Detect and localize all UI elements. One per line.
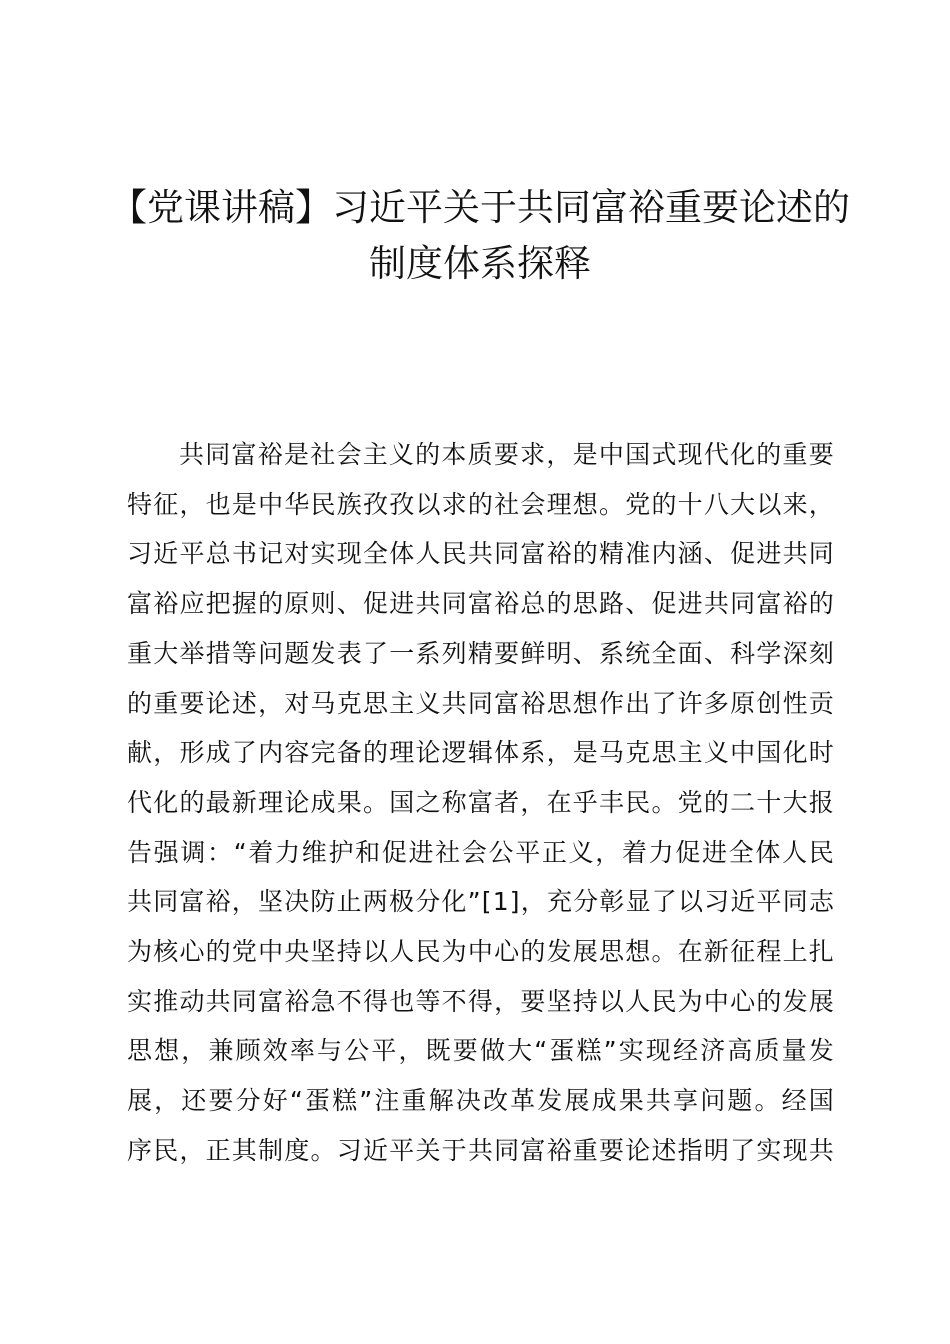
body-line: 富裕应把握的原则、促进共同富裕总的思路、促进共同富裕的 bbox=[127, 589, 835, 619]
body-line: 为核心的党中央坚持以人民为中心的发展思想。在新征程上扎 bbox=[127, 937, 835, 967]
body-line: 献，形成了内容完备的理论逻辑体系，是马克思主义中国化时 bbox=[127, 738, 835, 768]
body-line: 代化的最新理论成果。国之称富者，在乎丰民。党的二十大报 bbox=[127, 787, 835, 817]
body-line: 共同富裕，坚决防止两极分化”[1]，充分彰显了以习近平同志 bbox=[127, 887, 836, 917]
title-line: 【党课讲稿】习近平关于共同富裕重要论述的 bbox=[110, 186, 850, 229]
body-line: 序民，正其制度。习近平关于共同富裕重要论述指明了实现共 bbox=[127, 1135, 835, 1165]
body-line: 习近平总书记对实现全体人民共同富裕的精准内涵、促进共同 bbox=[127, 539, 835, 569]
document-title bbox=[100, 180, 860, 292]
body-line: 思想，兼顾效率与公平，既要做大“蛋糕”实现经济高质量发 bbox=[127, 1036, 835, 1066]
body-line: 共同富裕是社会主义的本质要求，是中国式现代化的重要 bbox=[179, 440, 835, 469]
body-line: 告强调：“着力维护和促进社会公平正义，着力促进全体人民 bbox=[127, 837, 835, 867]
body-line: 重大举措等问题发表了一系列精要鲜明、系统全面、科学深刻 bbox=[127, 638, 835, 668]
body-line: 展，还要分好“蛋糕”注重解决改革发展成果共享问题。经国 bbox=[127, 1086, 835, 1116]
body-line: 特征，也是中华民族孜孜以求的社会理想。党的十八大以来， bbox=[127, 489, 835, 519]
title-line: 制度体系探释 bbox=[369, 242, 591, 285]
document-body-paragraph bbox=[127, 430, 835, 1176]
body-line: 的重要论述，对马克思主义共同富裕思想作出了许多原创性贡 bbox=[127, 688, 835, 718]
body-line: 实推动共同富裕急不得也等不得，要坚持以人民为中心的发展 bbox=[127, 986, 835, 1016]
